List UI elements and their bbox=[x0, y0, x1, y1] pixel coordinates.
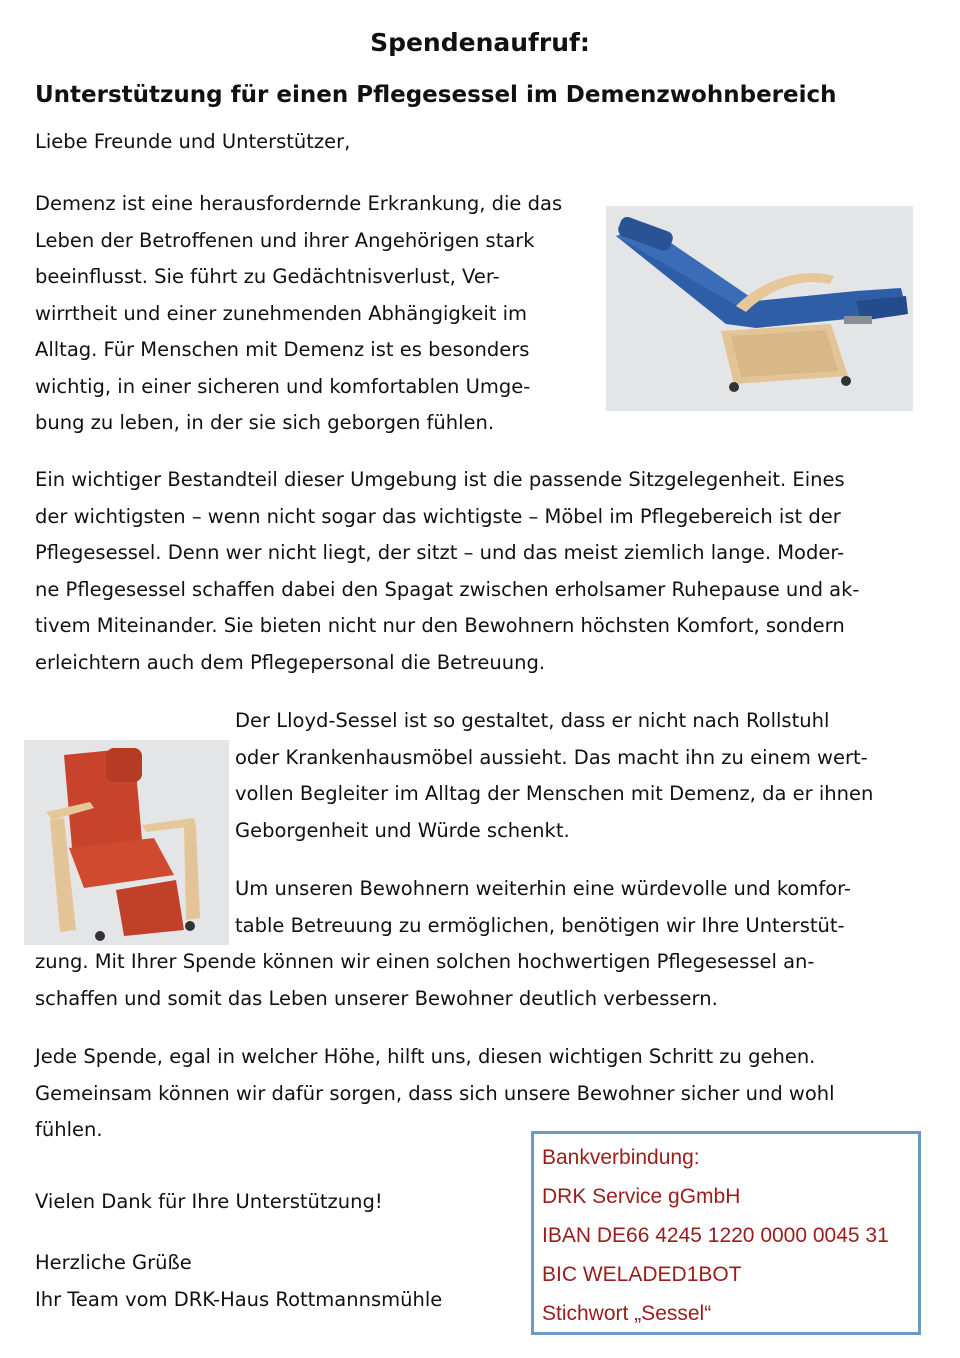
page-title: Spendenaufruf: bbox=[370, 28, 590, 57]
closing bbox=[35, 1245, 442, 1318]
text-line: bung zu leben, in der sie sich geborgen fühlen. bbox=[35, 411, 495, 434]
text-line: Um unseren Bewohnern weiterhin eine würdevolle und komfor- bbox=[235, 877, 851, 900]
closing-signature: Ihr Team vom DRK-Haus Rottmannsmühle bbox=[35, 1287, 443, 1311]
bank-heading: Bankverbindung: bbox=[542, 1146, 700, 1169]
text-line: wirrtheit und einer zunehmenden Abhängigkeit im bbox=[35, 301, 528, 325]
text-line: Ein wichtiger Bestandteil dieser Umgebung ist die passende Sitzgelegenheit. Eines bbox=[35, 468, 845, 491]
text-line: oder Krankenhausmöbel aussieht. Das macht ihn zu einem wert- bbox=[235, 745, 868, 769]
thanks-line: Vielen Dank für Ihre Unterstützung! bbox=[35, 1190, 383, 1213]
text-line: tivem Miteinander. Sie bieten nicht nur den Bewohnern höchsten Komfort, sondern bbox=[35, 614, 845, 637]
text-line: zung. Mit Ihrer Spende können wir einen solchen hochwertigen Pflegesessel an- bbox=[35, 950, 815, 973]
red-chair-image bbox=[24, 740, 229, 945]
bank-account-holder: DRK Service gGmbH bbox=[542, 1185, 741, 1208]
text-line: Alltag. Für Menschen mit Demenz ist es besonders bbox=[35, 338, 530, 361]
paragraph-seating bbox=[35, 462, 859, 681]
text-line: erleichtern auch dem Pflegepersonal die Betreuung. bbox=[35, 650, 546, 674]
bank-iban: IBAN DE66 4245 1220 0000 0045 31 bbox=[542, 1224, 889, 1247]
bank-details-box bbox=[531, 1131, 921, 1335]
text-line: Geborgenheit und Würde schenkt. bbox=[235, 818, 570, 842]
paragraph-donation-intro bbox=[235, 871, 851, 944]
text-line: Demenz ist eine herausfordernde Erkrankung, die das bbox=[35, 192, 563, 215]
text-line: wichtig, in einer sicheren und komfortablen Umge- bbox=[35, 374, 531, 398]
text-line: Leben der Betroffenen und ihrer Angehörigen stark bbox=[35, 228, 535, 252]
text-line: beeinflusst. Sie führt zu Gedächtnisverlust, Ver- bbox=[35, 265, 500, 288]
bank-bic: BIC WELADED1BOT bbox=[542, 1263, 742, 1286]
paragraph-dementia bbox=[35, 186, 562, 442]
greeting: Liebe Freunde und Unterstützer, bbox=[35, 130, 351, 153]
text-line: Pflegesessel. Denn wer nicht liegt, der sitzt – und das meist ziemlich lange. Moder- bbox=[35, 541, 845, 564]
text-line: ne Pflegesessel schaffen dabei den Spagat zwischen erholsamer Ruhepause und ak- bbox=[35, 577, 860, 601]
text-line: Jede Spende, egal in welcher Höhe, hilft uns, diesen wichtigen Schritt zu gehen. bbox=[35, 1045, 816, 1068]
text-line: fühlen. bbox=[35, 1118, 103, 1141]
bank-keyword: Stichwort „Sessel“ bbox=[542, 1302, 712, 1325]
text-line: Der Lloyd-Sessel ist so gestaltet, dass er nicht nach Rollstuhl bbox=[235, 709, 830, 732]
text-line: schaffen und somit das Leben unserer Bewohner deutlich verbessern. bbox=[35, 986, 718, 1010]
closing-greeting: Herzliche Grüße bbox=[35, 1251, 192, 1274]
blue-recliner-image bbox=[606, 206, 913, 411]
text-line: table Betreuung zu ermöglichen, benötigen wir Ihre Unterstüt- bbox=[235, 913, 845, 937]
paragraph-donation-cont bbox=[35, 944, 814, 1017]
text-line: der wichtigsten – wenn nicht sogar das wichtigste – Möbel im Pflegebereich ist der bbox=[35, 504, 841, 528]
text-line: Gemeinsam können wir dafür sorgen, dass sich unsere Bewohner sicher und wohl bbox=[35, 1081, 835, 1105]
text-line: vollen Begleiter im Alltag der Menschen mit Demenz, da er ihnen bbox=[235, 782, 874, 805]
paragraph-lloyd-chair bbox=[235, 703, 873, 849]
page-subtitle: Unterstützung für einen Pflegesessel im Demenzwohnbereich bbox=[35, 82, 837, 108]
